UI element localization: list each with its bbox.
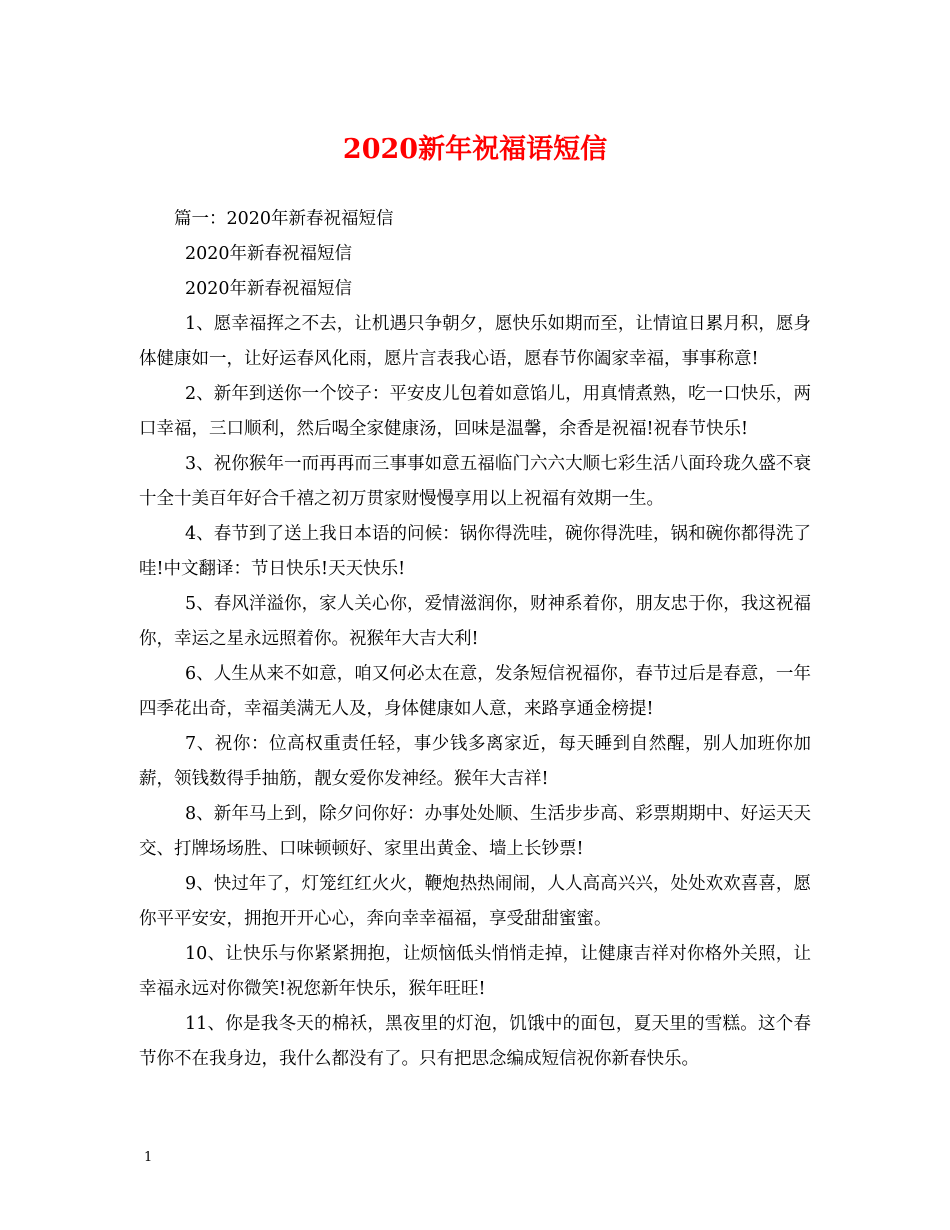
paragraph: 2、新年到送你一个饺子：平安皮儿包着如意馅儿，用真情煮熟，吃一口快乐，两口幸福，三口顺利，然后喝全家健康汤，回味是温馨，余香是祝福!祝春节快乐!	[139, 384, 811, 439]
subheading: 2020年新春祝福短信	[185, 279, 353, 299]
paragraph: 11、你是我冬天的棉袄，黑夜里的灯泡，饥饿中的面包，夏天里的雪糕。这个春节你不在我身边，我什么都没有了。只有把思念编成短信祝你新春快乐。	[139, 1014, 811, 1069]
paragraph: 10、让快乐与你紧紧拥抱，让烦恼低头悄悄走掉，让健康吉祥对你格外关照，让幸福永远对你微笑!祝您新年快乐，猴年旺旺!	[139, 944, 811, 999]
subheading: 2020年新春祝福短信	[185, 244, 353, 264]
paragraph: 6、人生从来不如意，咱又何必太在意，发条短信祝福你，春节过后是春意，一年四季花出奇，幸福美满无人及，身体健康如人意，来路享通金榜提!	[139, 664, 811, 719]
paragraph: 8、新年马上到，除夕问你好：办事处处顺、生活步步高、彩票期期中、好运天天交、打牌场场胜、口味顿顿好、家里出黄金、墙上长钞票!	[139, 804, 811, 859]
paragraph: 4、春节到了送上我日本语的问候：锅你得洗哇，碗你得洗哇，锅和碗你都得洗了哇!中文翻译：节日快乐!天天快乐!	[139, 524, 811, 579]
paragraph: 5、春风洋溢你，家人关心你，爱情滋润你，财神系着你，朋友忠于你，我这祝福你，幸运之星永远照着你。祝猴年大吉大利!	[139, 594, 811, 649]
paragraph: 1、愿幸福挥之不去，让机遇只争朝夕，愿快乐如期而至，让情谊日累月积，愿身体健康如一，让好运春风化雨，愿片言表我心语，愿春节你阖家幸福，事事称意!	[139, 314, 811, 369]
paragraph: 9、快过年了，灯笼红红火火，鞭炮热热闹闹，人人高高兴兴，处处欢欢喜喜，愿你平平安安，拥抱开开心心，奔向幸幸福福，享受甜甜蜜蜜。	[139, 874, 811, 929]
page-number: 1	[144, 1150, 153, 1165]
paragraph: 7、祝你：位高权重责任轻，事少钱多离家近，每天睡到自然醒，别人加班你加薪，领钱数得手抽筋，靓女爱你发神经。猴年大吉祥!	[139, 734, 811, 789]
document-body	[139, 202, 811, 1077]
document-title: 2020新年祝福语短信	[342, 134, 608, 165]
paragraph: 3、祝你猴年一而再再而三事事如意五福临门六六大顺七彩生活八面玲珑久盛不衰十全十美百年好合千禧之初万贯家财慢慢享用以上祝福有效期一生。	[139, 454, 811, 509]
section-heading: 篇一：2020年新春祝福短信	[174, 209, 394, 229]
